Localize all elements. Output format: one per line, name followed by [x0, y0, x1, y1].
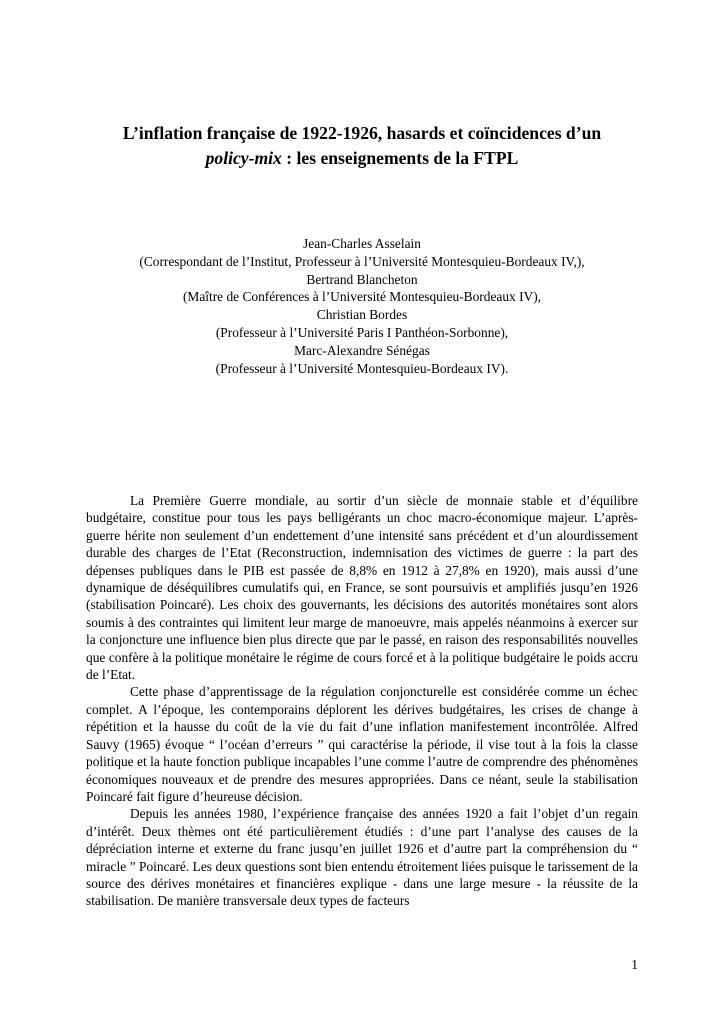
title-line-1: L’inflation française de 1922-1926, hasards et coïncidences d’un: [122, 123, 602, 143]
author-block: [60, 235, 664, 377]
author-name: Bertrand Blancheton: [306, 271, 418, 287]
paragraph: Cette phase d’apprentissage de la régulation conjoncturelle est considérée comme un échec complet. A l’époque, les contemporains déplorent les dérives budgétaires, les crises de change à répétition et la hausse du coût de la vie du fait d’une inflation manifestement incontrôlée. Alfred Sauvy (1965) évoque “ l’océan d’erreurs ” qui caractérise la période, il vise tout à la fois la classe politique et la haute fonction publique incapables l’une comme l’autre de comprendre des phénomènes économiques nouveaux et de prendre des mesures appropriées. Dans ce néant, seule la stabilisation Poincaré fait figure d’heureuse décision.: [86, 684, 638, 804]
author-name: Marc-Alexandre Sénégas: [294, 342, 430, 358]
title-line-2: [60, 146, 664, 171]
title-italic-term: policy-mix: [205, 148, 282, 168]
author-affiliation: (Correspondant de l’Institut, Professeur à l’Université Montesquieu-Bordeaux IV,),: [139, 253, 585, 269]
author-name: Jean-Charles Asselain: [303, 236, 421, 251]
paragraph: La Première Guerre mondiale, au sortir d’un siècle de monnaie stable et d’équilibre budgétaire, constitue pour tous les pays belligérants un choc macro-économique majeur. L’après-guerre hérite non seulement d’un endettement d’une intensité sans précédent et d’un alourdissement durable des charges de l’Etat (Reconstruction, indemnisation des victimes de guerre : la part des dépenses publiques dans le PIB est passée de 8,8% en 1912 à 27,8% en 1920), mais aussi d’une dynamique de déséquilibres cumulatifs qui, en France, se sont poursuivis et amplifiés jusqu’en 1926 (stabilisation Poincaré). Les choix des gouvernants, les décisions des autorités monétaires sont alors soumis à des contraintes qui limitent leur marge de manoeuvre, mais appelés néanmoins à exercer sur la conjoncture une influence bien plus directe que par le passé, en raison des responsabilités nouvelles que confère à la politique monétaire le régime de cours forcé et à la politique budgétaire le poids accru de l’Etat.: [86, 493, 638, 683]
paragraph: Depuis les années 1980, l’expérience française des années 1920 a fait l’objet d’un regain d’intérêt. Deux thèmes ont été particulièrement étudiés : d’une part l’analyse des causes de la dépréciation interne et externe du franc jusqu’en juillet 1926 et d’autre part la compréhension du “ miracle ” Poincaré. Les deux questions sont bien entendu étroitement liées puisque le tarissement de la source des dérives monétaires et financières explique - dans une large mesure - la réussite de la stabilisation. De manière transversale deux types de facteurs: [86, 806, 638, 909]
author-name: Christian Bordes: [316, 307, 408, 323]
author-affiliation: (Maître de Conférences à l’Université Montesquieu-Bordeaux IV),: [182, 289, 542, 305]
author-affiliation: (Professeur à l’Université Montesquieu-Bordeaux IV).: [215, 360, 509, 376]
author-affiliation: (Professeur à l’Université Paris I Panthéon-Sorbonne),: [215, 324, 509, 340]
body-text: [86, 492, 638, 910]
paper-title: [60, 121, 664, 171]
title-line-2-rest: : les enseignements de la FTPL: [281, 148, 519, 168]
page-number: 1: [631, 957, 638, 972]
